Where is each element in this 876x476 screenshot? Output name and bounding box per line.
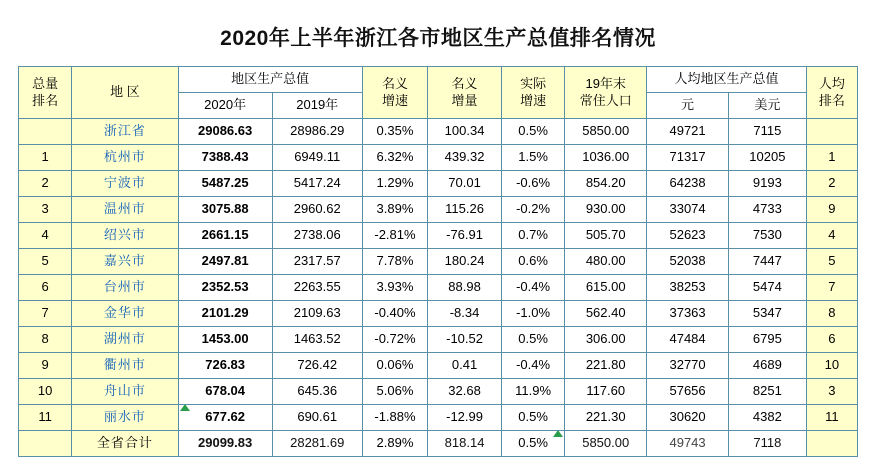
cell-nominal-growth: 3.89% — [362, 197, 427, 223]
header-rank-percapita-line1: 人均 — [818, 76, 845, 92]
header-real-growth — [501, 67, 564, 119]
cell-region: 温州市 — [72, 197, 178, 223]
cell-population: 615.00 — [565, 275, 647, 301]
cell-population: 505.70 — [565, 223, 647, 249]
cell-real-growth-value: 0.5% — [518, 435, 548, 451]
cell-real-growth: -0.6% — [501, 171, 564, 197]
table-row — [19, 223, 858, 249]
cell-percapita-yuan: 33074 — [647, 197, 729, 223]
cell-percapita-usd: 9193 — [728, 171, 806, 197]
cell-gdp-2020: 3075.88 — [178, 197, 272, 223]
cell-rank: 7 — [19, 301, 72, 327]
cell-percapita-yuan: 37363 — [647, 301, 729, 327]
cell-percapita-usd: 6795 — [728, 327, 806, 353]
header-nominal-increment — [428, 67, 502, 119]
cell-population: 5850.00 — [565, 431, 647, 457]
cell-rank: 9 — [19, 353, 72, 379]
cell-rank: 5 — [19, 249, 72, 275]
cell-rank-percapita: 10 — [806, 353, 857, 379]
cell-rank — [19, 431, 72, 457]
cell-percapita-yuan: 38253 — [647, 275, 729, 301]
header-population-line1: 19年末 — [585, 76, 626, 92]
cell-gdp-2019: 726.42 — [272, 353, 362, 379]
cell-gdp-2020: 2497.81 — [178, 249, 272, 275]
cell-nominal-increment: 180.24 — [428, 249, 502, 275]
cell-gdp-2020 — [178, 405, 272, 431]
comment-marker-icon — [180, 404, 190, 411]
cell-population: 562.40 — [565, 301, 647, 327]
table-header — [19, 67, 858, 119]
cell-percapita-usd: 4689 — [728, 353, 806, 379]
cell-population: 930.00 — [565, 197, 647, 223]
cell-nominal-growth: 3.93% — [362, 275, 427, 301]
header-nominal-growth-line2: 增速 — [381, 92, 408, 108]
cell-real-growth: 11.9% — [501, 379, 564, 405]
cell-real-growth: 0.5% — [501, 119, 564, 145]
cell-population: 5850.00 — [565, 119, 647, 145]
cell-real-growth: -0.4% — [501, 275, 564, 301]
cell-nominal-growth: 5.06% — [362, 379, 427, 405]
table-row — [19, 379, 858, 405]
cell-gdp-2019: 2263.55 — [272, 275, 362, 301]
cell-rank-percapita: 5 — [806, 249, 857, 275]
cell-percapita-usd: 5474 — [728, 275, 806, 301]
cell-rank: 10 — [19, 379, 72, 405]
cell-rank: 6 — [19, 275, 72, 301]
cell-real-growth: 1.5% — [501, 145, 564, 171]
cell-real-growth — [501, 431, 564, 457]
cell-rank: 1 — [19, 145, 72, 171]
header-percapita-group: 人均地区生产总值 — [647, 67, 807, 93]
cell-rank: 11 — [19, 405, 72, 431]
cell-percapita-yuan: 47484 — [647, 327, 729, 353]
cell-region: 湖州市 — [72, 327, 178, 353]
cell-nominal-growth: -0.72% — [362, 327, 427, 353]
header-rank-total-line1: 总量 — [32, 76, 59, 92]
header-gdp-2019: 2019年 — [272, 93, 362, 119]
cell-rank-percapita: 9 — [806, 197, 857, 223]
cell-nominal-increment: 70.01 — [428, 171, 502, 197]
cell-nominal-growth: 2.89% — [362, 431, 427, 457]
header-percapita-yuan: 元 — [647, 93, 729, 119]
table-row — [19, 327, 858, 353]
cell-nominal-increment: -8.34 — [428, 301, 502, 327]
cell-gdp-2020: 5487.25 — [178, 171, 272, 197]
cell-nominal-increment: -10.52 — [428, 327, 502, 353]
cell-percapita-yuan: 52623 — [647, 223, 729, 249]
cell-gdp-2019: 2109.63 — [272, 301, 362, 327]
cell-nominal-increment: 32.68 — [428, 379, 502, 405]
table-row — [19, 197, 858, 223]
cell-population: 221.30 — [565, 405, 647, 431]
table-row — [19, 301, 858, 327]
page-title: 2020年上半年浙江各市地区生产总值排名情况 — [220, 27, 656, 50]
header-rank-percapita — [806, 67, 857, 119]
table-row — [19, 405, 858, 431]
cell-gdp-2020-value: 677.62 — [205, 409, 246, 425]
cell-region: 全省合计 — [72, 431, 178, 457]
header-real-growth-line2: 增速 — [520, 92, 547, 108]
cell-region: 杭州市 — [72, 145, 178, 171]
cell-percapita-yuan: 49721 — [647, 119, 729, 145]
cell-percapita-usd: 5347 — [728, 301, 806, 327]
header-gdp-2020: 2020年 — [178, 93, 272, 119]
header-population — [565, 67, 647, 119]
cell-percapita-usd: 7530 — [728, 223, 806, 249]
cell-gdp-2020: 7388.43 — [178, 145, 272, 171]
cell-population: 221.80 — [565, 353, 647, 379]
header-nominal-growth-line1: 名义 — [381, 76, 408, 92]
cell-percapita-usd: 10205 — [728, 145, 806, 171]
cell-nominal-increment: 88.98 — [428, 275, 502, 301]
cell-rank — [19, 119, 72, 145]
cell-gdp-2020: 2101.29 — [178, 301, 272, 327]
cell-gdp-2019: 690.61 — [272, 405, 362, 431]
cell-region: 舟山市 — [72, 379, 178, 405]
cell-nominal-increment: -12.99 — [428, 405, 502, 431]
cell-nominal-increment: 818.14 — [428, 431, 502, 457]
cell-real-growth: 0.6% — [501, 249, 564, 275]
table-row — [19, 171, 858, 197]
cell-real-growth: -0.4% — [501, 353, 564, 379]
cell-rank-percapita — [806, 431, 857, 457]
cell-nominal-growth: 0.35% — [362, 119, 427, 145]
cell-region: 丽水市 — [72, 405, 178, 431]
cell-real-growth: -1.0% — [501, 301, 564, 327]
cell-rank-percapita: 2 — [806, 171, 857, 197]
cell-gdp-2019: 2317.57 — [272, 249, 362, 275]
cell-percapita-yuan: 71317 — [647, 145, 729, 171]
cell-rank-percapita: 4 — [806, 223, 857, 249]
cell-nominal-growth: -2.81% — [362, 223, 427, 249]
table-row — [19, 119, 858, 145]
cell-region: 嘉兴市 — [72, 249, 178, 275]
cell-population: 854.20 — [565, 171, 647, 197]
cell-gdp-2019: 2738.06 — [272, 223, 362, 249]
cell-region: 浙江省 — [72, 119, 178, 145]
cell-population: 480.00 — [565, 249, 647, 275]
cell-gdp-2019: 1463.52 — [272, 327, 362, 353]
gdp-ranking-table — [18, 66, 858, 457]
cell-gdp-2019: 645.36 — [272, 379, 362, 405]
header-percapita-usd: 美元 — [728, 93, 806, 119]
cell-nominal-increment: -76.91 — [428, 223, 502, 249]
cell-nominal-growth: 0.06% — [362, 353, 427, 379]
cell-rank: 3 — [19, 197, 72, 223]
cell-rank: 4 — [19, 223, 72, 249]
header-row-1 — [19, 67, 858, 93]
cell-percapita-yuan: 57656 — [647, 379, 729, 405]
cell-gdp-2020: 1453.00 — [178, 327, 272, 353]
cell-real-growth: -0.2% — [501, 197, 564, 223]
cell-gdp-2020: 2352.53 — [178, 275, 272, 301]
cell-percapita-yuan: 30620 — [647, 405, 729, 431]
cell-percapita-usd: 7118 — [728, 431, 806, 457]
cell-gdp-2019: 6949.11 — [272, 145, 362, 171]
cell-region: 绍兴市 — [72, 223, 178, 249]
cell-real-growth: 0.7% — [501, 223, 564, 249]
table-container — [0, 66, 876, 457]
cell-rank: 8 — [19, 327, 72, 353]
cell-population: 117.60 — [565, 379, 647, 405]
cell-nominal-growth: 7.78% — [362, 249, 427, 275]
cell-percapita-usd: 7447 — [728, 249, 806, 275]
cell-gdp-2020: 29086.63 — [178, 119, 272, 145]
cell-nominal-increment: 439.32 — [428, 145, 502, 171]
cell-gdp-2019: 28281.69 — [272, 431, 362, 457]
table-row-total — [19, 431, 858, 457]
cell-gdp-2020: 29099.83 — [178, 431, 272, 457]
cell-gdp-2019: 2960.62 — [272, 197, 362, 223]
cell-region: 宁波市 — [72, 171, 178, 197]
cell-percapita-usd: 4382 — [728, 405, 806, 431]
table-row — [19, 145, 858, 171]
cell-rank-percapita: 7 — [806, 275, 857, 301]
cell-percapita-yuan: 64238 — [647, 171, 729, 197]
cell-rank-percapita: 6 — [806, 327, 857, 353]
table-row — [19, 249, 858, 275]
cell-percapita-usd: 8251 — [728, 379, 806, 405]
cell-gdp-2019: 5417.24 — [272, 171, 362, 197]
cell-nominal-growth: -1.88% — [362, 405, 427, 431]
cell-gdp-2020: 2661.15 — [178, 223, 272, 249]
header-nominal-increment-line1: 名义 — [451, 76, 478, 92]
cell-gdp-2019: 28986.29 — [272, 119, 362, 145]
cell-region: 金华市 — [72, 301, 178, 327]
cell-rank-percapita: 8 — [806, 301, 857, 327]
cell-population: 306.00 — [565, 327, 647, 353]
cell-percapita-yuan: 52038 — [647, 249, 729, 275]
cell-rank: 2 — [19, 171, 72, 197]
cell-nominal-increment: 115.26 — [428, 197, 502, 223]
table-row — [19, 353, 858, 379]
cell-rank-percapita: 1 — [806, 145, 857, 171]
cell-percapita-yuan: 32770 — [647, 353, 729, 379]
cell-gdp-2020: 678.04 — [178, 379, 272, 405]
cell-rank-percapita — [806, 119, 857, 145]
cell-percapita-usd: 4733 — [728, 197, 806, 223]
header-nominal-increment-line2: 增量 — [451, 92, 478, 108]
cell-nominal-growth: 6.32% — [362, 145, 427, 171]
cell-nominal-growth: -0.40% — [362, 301, 427, 327]
cell-region: 台州市 — [72, 275, 178, 301]
header-rank-total — [19, 67, 72, 119]
cell-gdp-2020: 726.83 — [178, 353, 272, 379]
cell-nominal-growth: 1.29% — [362, 171, 427, 197]
cell-region: 衢州市 — [72, 353, 178, 379]
header-gdp-group: 地区生产总值 — [178, 67, 362, 93]
header-region: 地 区 — [72, 67, 178, 119]
table-body — [19, 119, 858, 457]
cell-real-growth: 0.5% — [501, 405, 564, 431]
table-row — [19, 275, 858, 301]
header-real-growth-line1: 实际 — [520, 76, 547, 92]
header-nominal-growth — [362, 67, 427, 119]
comment-marker-icon — [553, 430, 563, 437]
header-population-line2: 常住人口 — [579, 92, 632, 108]
cell-rank-percapita: 11 — [806, 405, 857, 431]
cell-rank-percapita: 3 — [806, 379, 857, 405]
cell-nominal-increment: 0.41 — [428, 353, 502, 379]
cell-real-growth: 0.5% — [501, 327, 564, 353]
cell-percapita-yuan: 49743 — [647, 431, 729, 457]
header-rank-total-line2: 排名 — [32, 92, 59, 108]
cell-nominal-increment: 100.34 — [428, 119, 502, 145]
cell-population: 1036.00 — [565, 145, 647, 171]
cell-percapita-usd: 7115 — [728, 119, 806, 145]
header-rank-percapita-line2: 排名 — [818, 92, 845, 108]
